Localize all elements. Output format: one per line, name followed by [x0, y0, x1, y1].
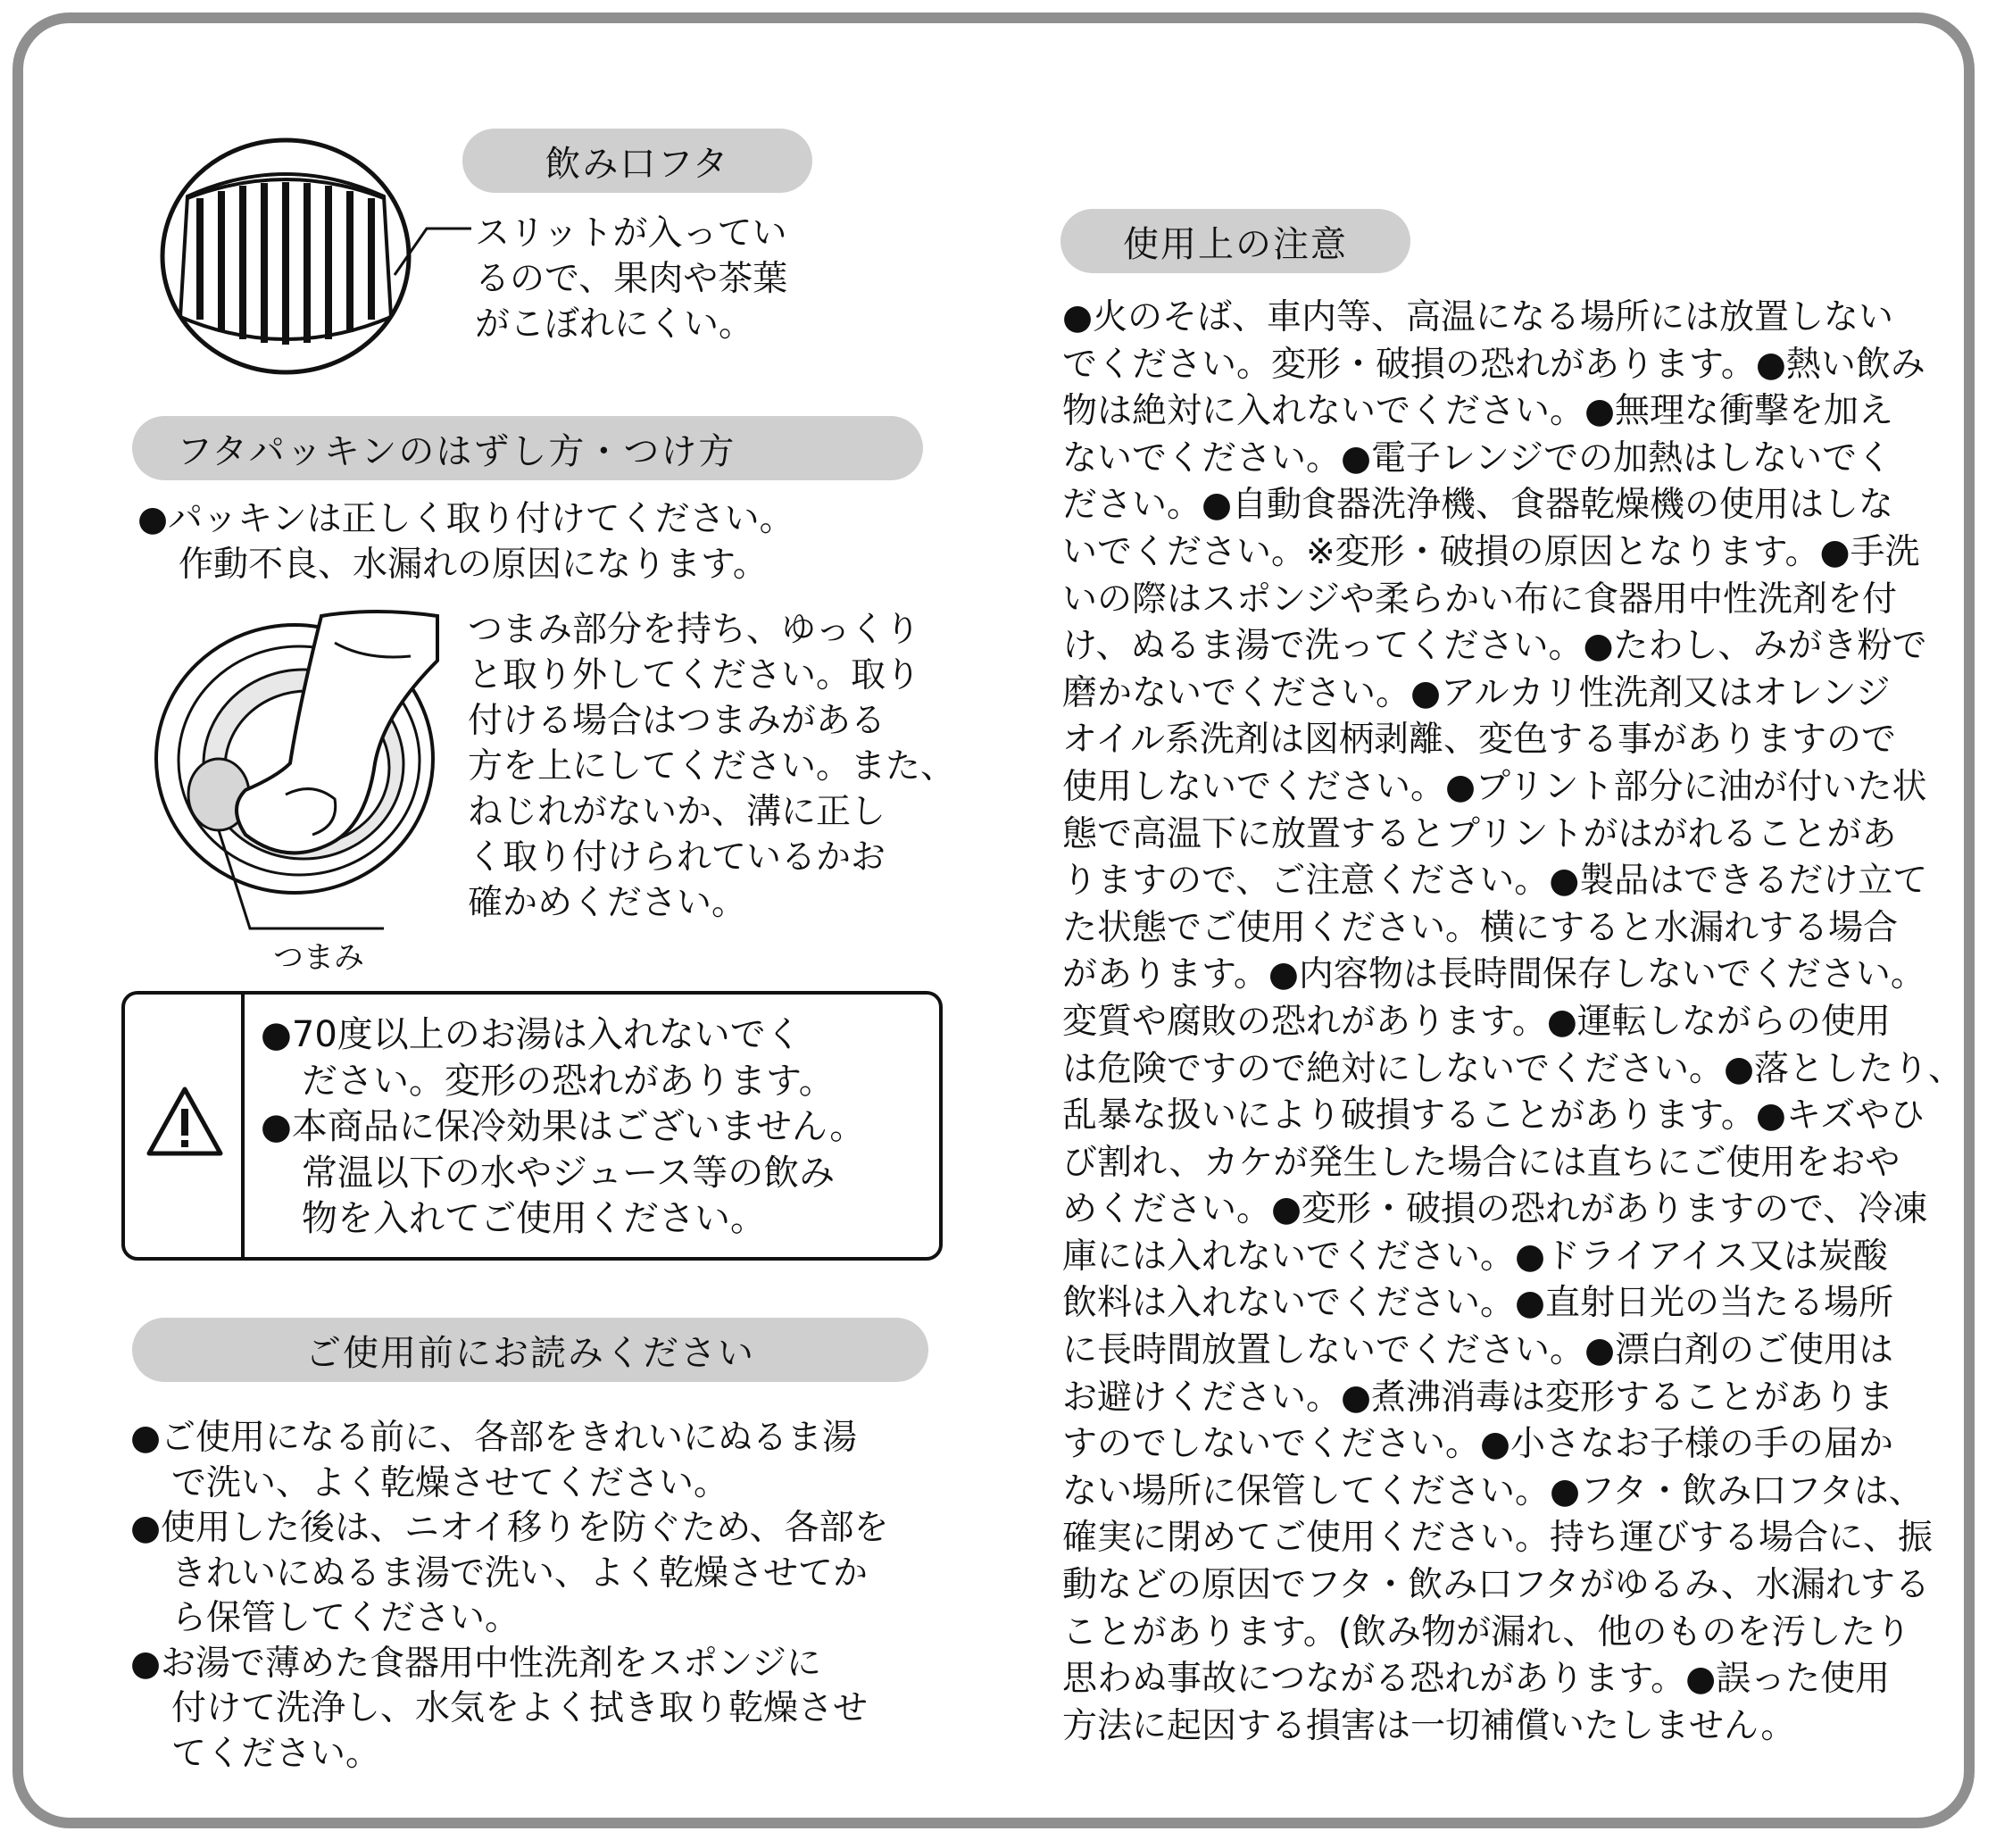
caution-line: け、ぬるま湯で洗ってください。●たわし、みがき粉で [1062, 626, 1927, 667]
lid-pointer-line [393, 223, 473, 277]
caution-line: 乱暴な扱いにより破損することがあります。●キズやひ [1062, 1095, 1925, 1136]
caution-line: 動などの原因でフタ・飲み口フタがゆるみ、水漏れする [1062, 1565, 1930, 1606]
gasket-intro [137, 496, 794, 587]
caution-line: めください。●変形・破損の恐れがありますので、冷凍 [1062, 1189, 1928, 1230]
caution-line: 確実に閉めてご使用ください。持ち運びする場合に、振 [1062, 1518, 1934, 1559]
gasket-instruction-line: つまみ部分を持ち、ゆっくり [468, 610, 920, 650]
before-use-line: てください。 [171, 1733, 381, 1774]
gasket-intro-line: ●パッキンは正しく取り付けてください。 [137, 499, 794, 539]
caution-line: は危険ですので絶対にしないでください。●落としたり、 [1062, 1048, 1964, 1089]
caution-line: ださい。●自動食器洗浄機、食器乾燥機の使用はしな [1062, 485, 1894, 526]
gasket-instruction-line: 確かめください。 [468, 883, 747, 923]
gasket-instruction-line: ねじれがないか、溝に正し [468, 792, 886, 832]
before-use-section-title [132, 1318, 928, 1382]
lid-section-title [462, 129, 812, 193]
caution-line: 物は絶対に入れないでください。●無理な衝撃を加え [1062, 391, 1894, 432]
caution-line: いでください。※変形・破損の原因となります。●手洗 [1062, 531, 1920, 572]
gasket-instruction-line: 付ける場合はつまみがある [468, 701, 886, 741]
lid-section-title-text: 飲み口フタ [545, 143, 730, 185]
before-use-line: きれいにぬるま湯で洗い、よく乾燥させてか [171, 1552, 869, 1594]
gasket-section-title-text: フタパッキンのはずし方・つけ方 [177, 430, 736, 472]
caution-section-title [1060, 209, 1410, 273]
before-use-text [130, 1416, 889, 1777]
caution-section-title-text: 使用上の注意 [1123, 223, 1348, 265]
knob-label: つまみ [273, 940, 364, 976]
caution-text [1062, 295, 1964, 1750]
gasket-instruction-line: 方を上にしてください。また、 [468, 746, 956, 787]
before-use-line: で洗い、よく乾燥させてください。 [171, 1462, 729, 1503]
caution-line: 思わぬ事故につながる恐れがあります。●誤った使用 [1062, 1659, 1891, 1700]
lid-desc-line: スリットが入ってい [475, 213, 787, 254]
lid-desc-line: るので、果肉や茶葉 [475, 259, 788, 299]
warning-line: ●70度以上のお湯は入れないでく [261, 1014, 802, 1055]
warning-box [121, 991, 943, 1261]
caution-line: 使用しないでください。●プリント部分に油が付いた状 [1062, 766, 1927, 807]
caution-line: 庫には入れないでください。●ドライアイス又は炭酸 [1062, 1236, 1888, 1277]
gasket-instruction-line: く取り付けられているかお [468, 837, 886, 878]
gasket-section-title [132, 416, 923, 480]
caution-line: 方法に起因する損害は一切補償いたしません。 [1062, 1705, 1796, 1746]
caution-line: 磨かないでください。●アルカリ性洗剤又はオレンジ [1062, 672, 1891, 713]
before-use-section-title-text: ご使用前にお読みください [305, 1332, 755, 1374]
caution-line: いの際はスポンジや柔らかい布に食器用中性洗剤を付 [1062, 579, 1898, 620]
before-use-line: ら保管してください。 [171, 1598, 520, 1638]
caution-line: 態で高温下に放置するとプリントがはがれることがあ [1062, 813, 1897, 854]
warning-line: ●本商品に保冷効果はございません。 [261, 1106, 866, 1147]
warning-text [261, 1012, 865, 1243]
caution-line: でください。変形・破損の恐れがあります。●熱い飲み [1062, 344, 1925, 385]
before-use-line: 付けて洗浄し、水気をよく拭き取り乾燥させ [171, 1688, 869, 1728]
before-use-line: ●ご使用になる前に、各部をきれいにぬるま湯 [130, 1418, 858, 1458]
gasket-instructions [468, 607, 955, 926]
before-use-line: ●使用した後は、ニオイ移りを防ぐため、各部を [130, 1508, 889, 1548]
caution-line: 変質や腐敗の恐れがあります。●運転しながらの使用 [1062, 1001, 1891, 1042]
warning-line: 物を入れてご使用ください。 [302, 1198, 766, 1239]
caution-line: ことがあります。(飲み物が漏れ、他のものを汚したり [1062, 1611, 1911, 1652]
caution-line: があります。●内容物は長時間保存しないでください。 [1062, 954, 1925, 995]
warning-triangle-icon [145, 1084, 225, 1159]
lid-slit-illustration [152, 134, 420, 379]
caution-line: すのでしないでください。●小さなお子様の手の届か [1062, 1424, 1894, 1465]
caution-line: に長時間放置しないでください。●漂白剤のご使用は [1062, 1330, 1894, 1371]
warning-divider [241, 995, 245, 1257]
caution-line: ない場所に保管してください。●フタ・飲み口フタは、 [1062, 1470, 1924, 1511]
caution-line: オイル系洗剤は図柄剥離、変色する事がありますので [1062, 720, 1897, 761]
warning-line: 常温以下の水やジュース等の飲み [302, 1152, 836, 1194]
lid-desc-line: がこぼれにくい。 [475, 304, 754, 345]
caution-line: ないでください。●電子レンジでの加熱はしないでく [1062, 437, 1892, 479]
caution-line: お避けください。●煮沸消毒は変形することがありま [1062, 1377, 1894, 1418]
caution-line: び割れ、カケが発生した場合には直ちにご使用をおや [1062, 1142, 1900, 1183]
lid-description [475, 211, 787, 347]
before-use-line: ●お湯で薄めた食器用中性洗剤をスポンジに [130, 1643, 822, 1684]
caution-line: ●火のそば、車内等、高温になる場所には放置しない [1062, 297, 1894, 337]
caution-line: 飲料は入れないでください。●直射日光の当たる場所 [1062, 1283, 1894, 1324]
gasket-intro-line: 作動不良、水漏れの原因になります。 [179, 545, 768, 585]
gasket-instruction-line: と取り外してください。取り [468, 655, 921, 695]
gasket-removal-illustration [143, 607, 464, 946]
warning-line: ださい。変形の恐れがあります。 [302, 1060, 835, 1102]
caution-line: りますので、ご注意ください。●製品はできるだけ立て [1062, 861, 1928, 902]
caution-line: た状態でご使用ください。横にすると水漏れする場合 [1062, 907, 1899, 948]
